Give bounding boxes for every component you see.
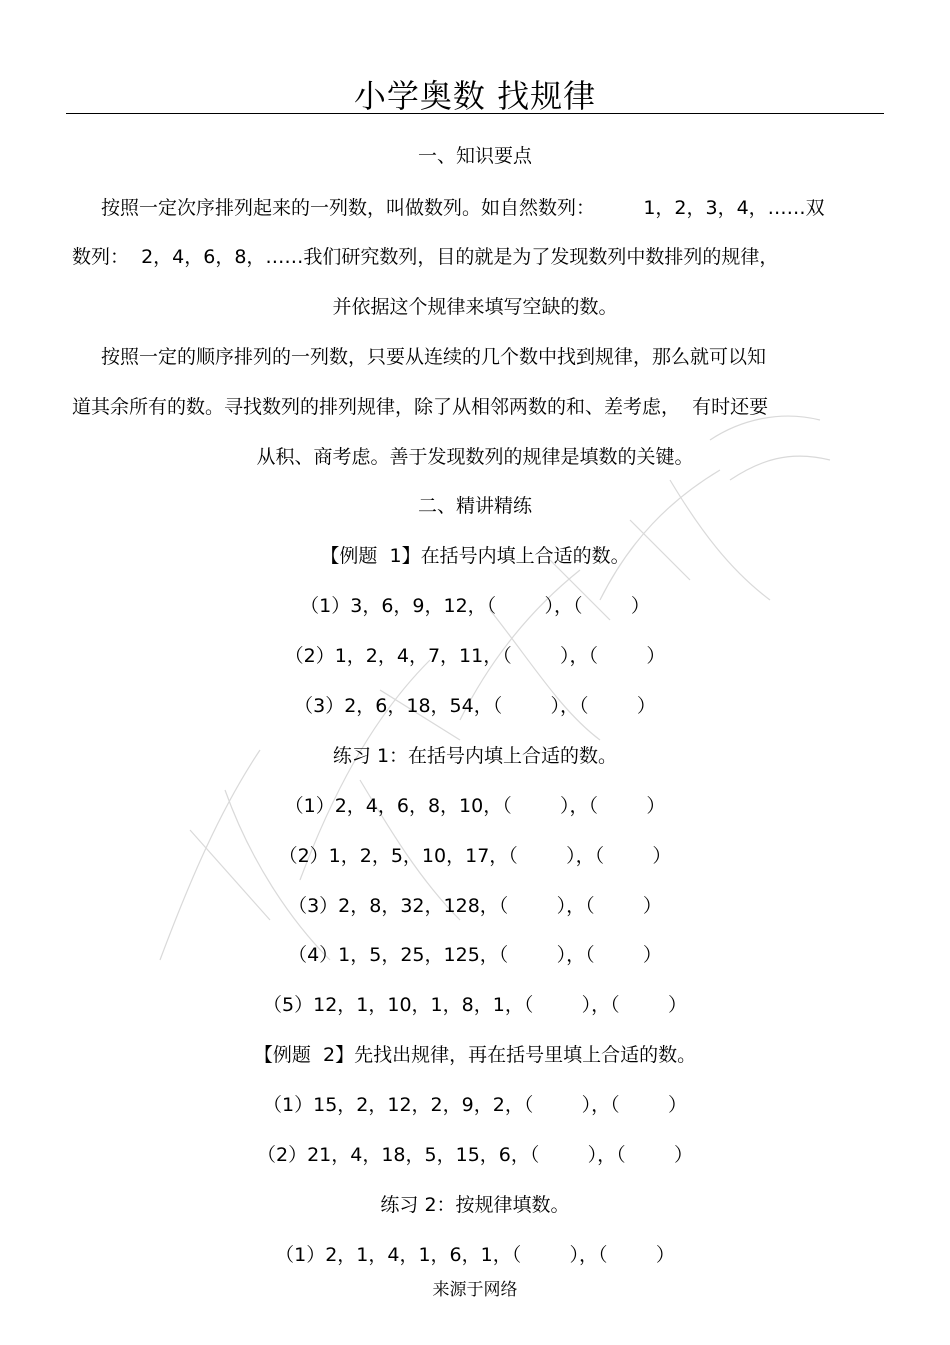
example-1-title: 【例题 1】在括号内填上合适的数。 bbox=[320, 545, 630, 567]
paragraph-1-line-3: 并依据这个规律来填写空缺的数。 bbox=[332, 296, 618, 318]
practice-2-item: （1）2，1，4，1，6，1，（ ），（ ） bbox=[275, 1244, 675, 1266]
paragraph-2-line-3: 从积、商考虑。善于发现数列的规律是填数的关键。 bbox=[256, 446, 694, 468]
example-2-title: 【例题 2】先找出规律，再在括号里填上合适的数。 bbox=[253, 1044, 697, 1066]
section-heading-practice: 二、精讲精练 bbox=[417, 495, 532, 517]
practice-2-title: 练习 2：按规律填数。 bbox=[380, 1194, 570, 1216]
practice-1-title: 练习 1：在括号内填上合适的数。 bbox=[332, 745, 618, 767]
paragraph-1-line-2: 数列： 2，4，6，8，……我们研究数列，目的就是为了发现数列中数排列的规律， bbox=[72, 246, 779, 268]
example-1-item: （3）2，6，18，54，（ ），（ ） bbox=[294, 695, 656, 717]
example-1-item: （2）1，2，4，7，11，（ ），（ ） bbox=[284, 645, 666, 667]
paragraph-2-line-2: 道其余所有的数。寻找数列的排列规律，除了从相邻两数的和、差考虑， 有时还要 bbox=[72, 396, 769, 418]
practice-1-item: （2）1，2，5，10，17，（ ），（ ） bbox=[278, 845, 672, 867]
page-footer: 来源于网络 bbox=[432, 1280, 518, 1300]
paragraph-2-line-1: 按照一定的顺序排列的一列数，只要从连续的几个数中找到规律，那么就可以知 bbox=[101, 346, 767, 368]
practice-1-item: （5）12，1，10，1，8，1，（ ），（ ） bbox=[263, 994, 687, 1016]
page-title: 小学奥数 找规律 bbox=[353, 77, 597, 115]
practice-1-item: （4）1，5，25，125，（ ），（ ） bbox=[288, 944, 662, 966]
paragraph-1-line-1: 按照一定次序排列起来的一列数，叫做数列。如自然数列： 1，2，3，4，……双 bbox=[101, 197, 825, 219]
practice-1-item: （3）2，8，32，128，（ ），（ ） bbox=[288, 895, 662, 917]
section-heading-knowledge: 一、知识要点 bbox=[417, 145, 532, 167]
practice-1-item: （1）2，4，6，8，10，（ ），（ ） bbox=[284, 795, 666, 817]
example-2-item: （2）21，4，18，5，15，6，（ ），（ ） bbox=[256, 1144, 694, 1166]
example-2-item: （1）15，2，12，2，9，2，（ ），（ ） bbox=[263, 1094, 687, 1116]
title-divider bbox=[66, 113, 884, 114]
example-1-item: （1）3，6，9，12，（ ），（ ） bbox=[300, 595, 650, 617]
